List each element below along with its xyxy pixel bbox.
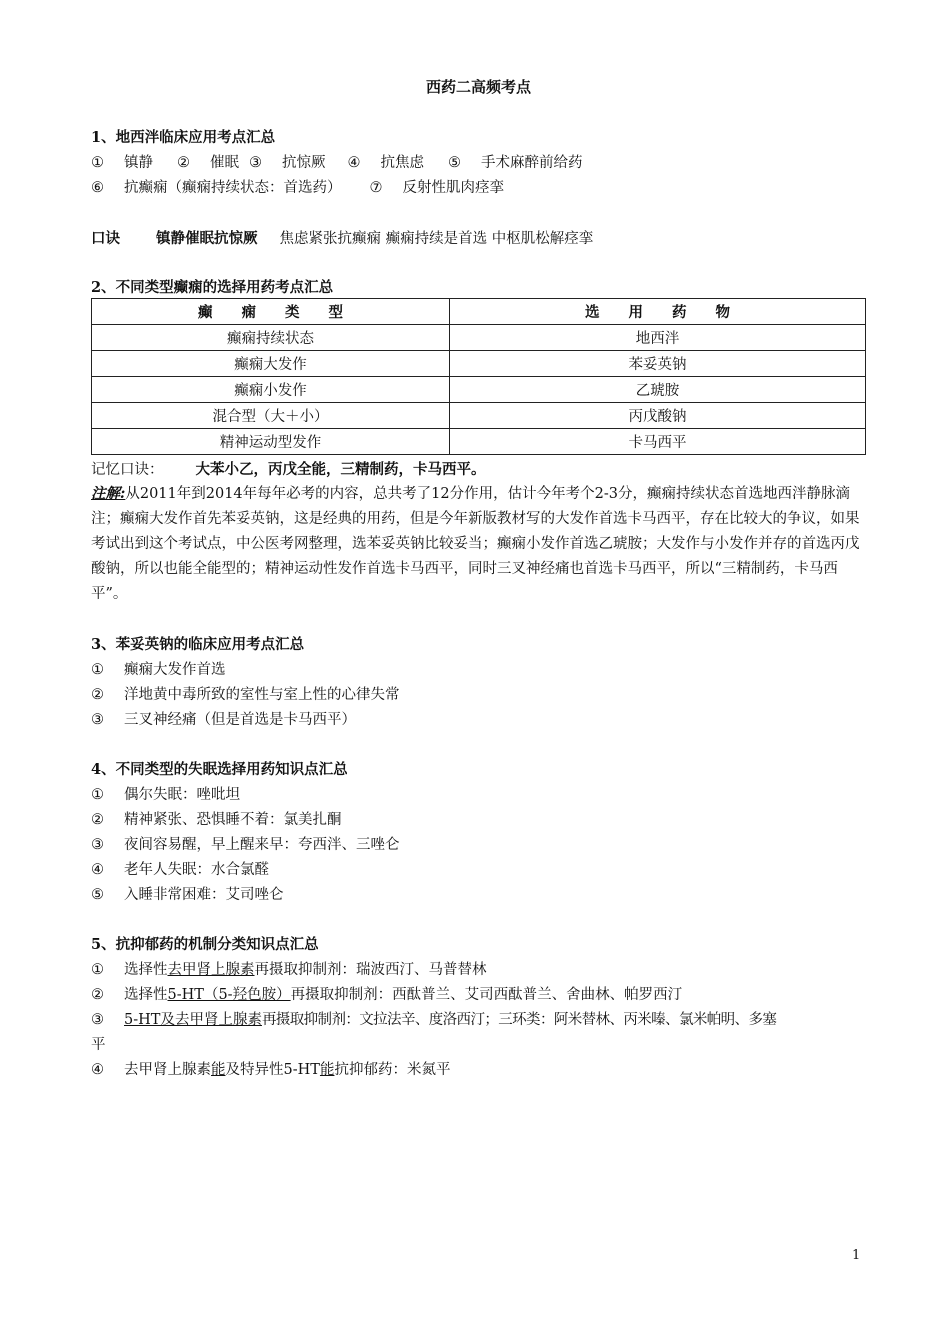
table-header-drug: 选 用 药 物 [450, 299, 866, 325]
list-item [91, 833, 400, 854]
table-row [92, 429, 866, 455]
table-cell: 卡马西平 [450, 429, 866, 455]
list-item: 手术麻醉前给药 [481, 155, 583, 171]
table-cell: 丙戊酸钠 [450, 403, 866, 429]
item-text: 洋地黄中毒所致的室性与室上性的心律失常 [124, 687, 400, 703]
item-text: 去甲肾上腺素 [124, 1062, 211, 1078]
list-item [91, 1008, 776, 1029]
section-1-heading: 1、地西泮临床应用考点汇总 [91, 129, 276, 146]
item-underlined: 能 [319, 1062, 335, 1078]
item-number: ④ [91, 862, 104, 878]
item-number: ⑦ [369, 180, 383, 196]
list-item: 抗焦虑 [380, 155, 424, 171]
section-1-row-1 [91, 151, 583, 172]
item-number: ① [91, 787, 104, 803]
memory-formula [91, 458, 486, 479]
section-3-heading: 3、苯妥英钠的临床应用考点汇总 [91, 636, 305, 653]
item-underlined: 能 [211, 1062, 226, 1078]
mnemonic-label: 口诀 [91, 230, 120, 247]
list-item: 反射性肌肉痉挛 [402, 180, 504, 196]
item-text: 夜间容易醒，早上醒来早：夸西泮、三唑仑 [124, 837, 400, 853]
item-text: 入睡非常困难：艾司唑仑 [124, 887, 284, 903]
item-number: ⑥ [91, 180, 104, 196]
list-item [91, 708, 356, 729]
item-underlined: 去甲肾上腺素 [167, 962, 255, 978]
item-number: ① [91, 962, 104, 978]
section-4-heading: 4、不同类型的失眠选择用药知识点汇总 [91, 761, 348, 778]
list-item [91, 958, 487, 979]
table-cell: 癫痫小发作 [92, 377, 450, 403]
list-item [91, 1058, 450, 1079]
table-cell: 精神运动型发作 [92, 429, 450, 455]
table-row [92, 325, 866, 351]
table-cell: 癫痫大发作 [92, 351, 450, 377]
item-number: ⑤ [448, 155, 461, 171]
list-item [91, 808, 342, 829]
item-text: 及特异性5-HT [225, 1062, 320, 1078]
item-text: 老年人失眠：水合氯醛 [124, 862, 269, 878]
list-item [91, 658, 226, 679]
table-cell: 地西泮 [450, 325, 866, 351]
item-text: 癫痫大发作首选 [124, 662, 226, 678]
item-text: 精神紧张、恐惧睡不着：氯美扎酮 [124, 812, 342, 828]
mnemonic-bold: 镇静催眠抗惊厥 [156, 230, 258, 247]
table-cell: 混合型（大＋小） [92, 403, 450, 429]
list-item [91, 883, 284, 904]
item-text: 选择性 [124, 962, 168, 978]
list-item: 镇静 [124, 155, 153, 171]
section-2-heading: 2、不同类型癫痫的选择用药考点汇总 [91, 279, 334, 296]
item-number: ③ [91, 1012, 104, 1028]
item-number: ① [91, 662, 104, 678]
annotation-paragraph [91, 481, 866, 607]
item-number: ② [91, 687, 104, 703]
list-item: 抗癫痫（癫痫持续状态：首选药） [124, 180, 342, 196]
item-text: 选择性 [124, 987, 168, 1003]
memory-label: 记忆口诀： [91, 462, 164, 478]
list-item [91, 783, 240, 804]
section-1-row-2 [91, 176, 504, 197]
item-underlined: 5-HT（5-羟色胺） [167, 987, 291, 1003]
list-item-continuation: 平 [91, 1037, 106, 1053]
annotation-label: 注解: [91, 485, 126, 502]
epilepsy-drug-table [91, 298, 866, 455]
item-text: 再摄取抑制剂：西酞普兰、艾司西酞普兰、舍曲林、帕罗西汀 [290, 987, 683, 1003]
annotation-text: 从2011年到2014年每年必考的内容，总共考了12分作用，估计今年考个2-3分，癫痫持续状态首选地西泮静脉滴注；癫痫大发作首先苯妥英钠，这是经典的用药，但是今年新版教材写的大发作首选卡马西平，存在比较大的争议，如果考试出到这个考试点，中公医考网整理，选苯妥英钠比较妥当；癫痫小发作首选乙琥胺；大发作与小发作并存的首选丙戊酸钠，所以也能全能型的；精神运动性发作首选卡马西平，同时三叉神经痛也首选卡马西平，所以“三精制药，卡马西平”。 [91, 486, 860, 602]
table-row [92, 403, 866, 429]
item-underlined: 5-HT及去甲肾上腺素 [124, 1012, 262, 1028]
item-text: 三叉神经痛（但是首选是卡马西平） [124, 712, 356, 728]
list-item [91, 683, 400, 704]
list-item [91, 858, 269, 879]
item-number: ④ [347, 155, 361, 171]
item-number: ⑤ [91, 887, 104, 903]
list-item: 催眠 [210, 155, 239, 171]
table-row [92, 377, 866, 403]
item-number: ③ [249, 155, 262, 171]
item-number: ② [91, 987, 104, 1003]
item-number: ② [177, 155, 190, 171]
item-text: 偶尔失眠：唑吡坦 [124, 787, 240, 803]
item-number: ① [91, 155, 104, 171]
memory-text: 大苯小乙，丙戊全能，三精制药，卡马西平。 [195, 461, 486, 478]
table-cell: 苯妥英钠 [450, 351, 866, 377]
table-cell: 乙琥胺 [450, 377, 866, 403]
mnemonic-text: 焦虑紧张抗癫痫 癫痫持续是首选 中枢肌松解痉挛 [279, 231, 594, 247]
item-text: 抗抑郁药：米氮平 [334, 1062, 451, 1078]
item-number: ③ [91, 837, 104, 853]
table-cell: 癫痫持续状态 [92, 325, 450, 351]
item-text: 再摄取抑制剂：文拉法辛、度洛西汀；三环类：阿米替林、丙米嗪、氯米帕明、多塞 [261, 1012, 777, 1028]
mnemonic-line [91, 227, 593, 248]
page-title: 西药二高频考点 [425, 78, 531, 96]
list-item: 抗惊厥 [282, 155, 326, 171]
section-5-heading: 5、抗抑郁药的机制分类知识点汇总 [91, 936, 319, 953]
item-number: ② [91, 812, 104, 828]
table-header-row [92, 299, 866, 325]
list-item [91, 983, 682, 1004]
page-number: 1 [852, 1248, 861, 1263]
table-header-type: 癫 痫 类 型 [92, 299, 450, 325]
table-row [92, 351, 866, 377]
item-number: ④ [91, 1062, 104, 1078]
item-text: 再摄取抑制剂：瑞波西汀、马普替林 [254, 962, 487, 978]
item-number: ③ [91, 712, 104, 728]
